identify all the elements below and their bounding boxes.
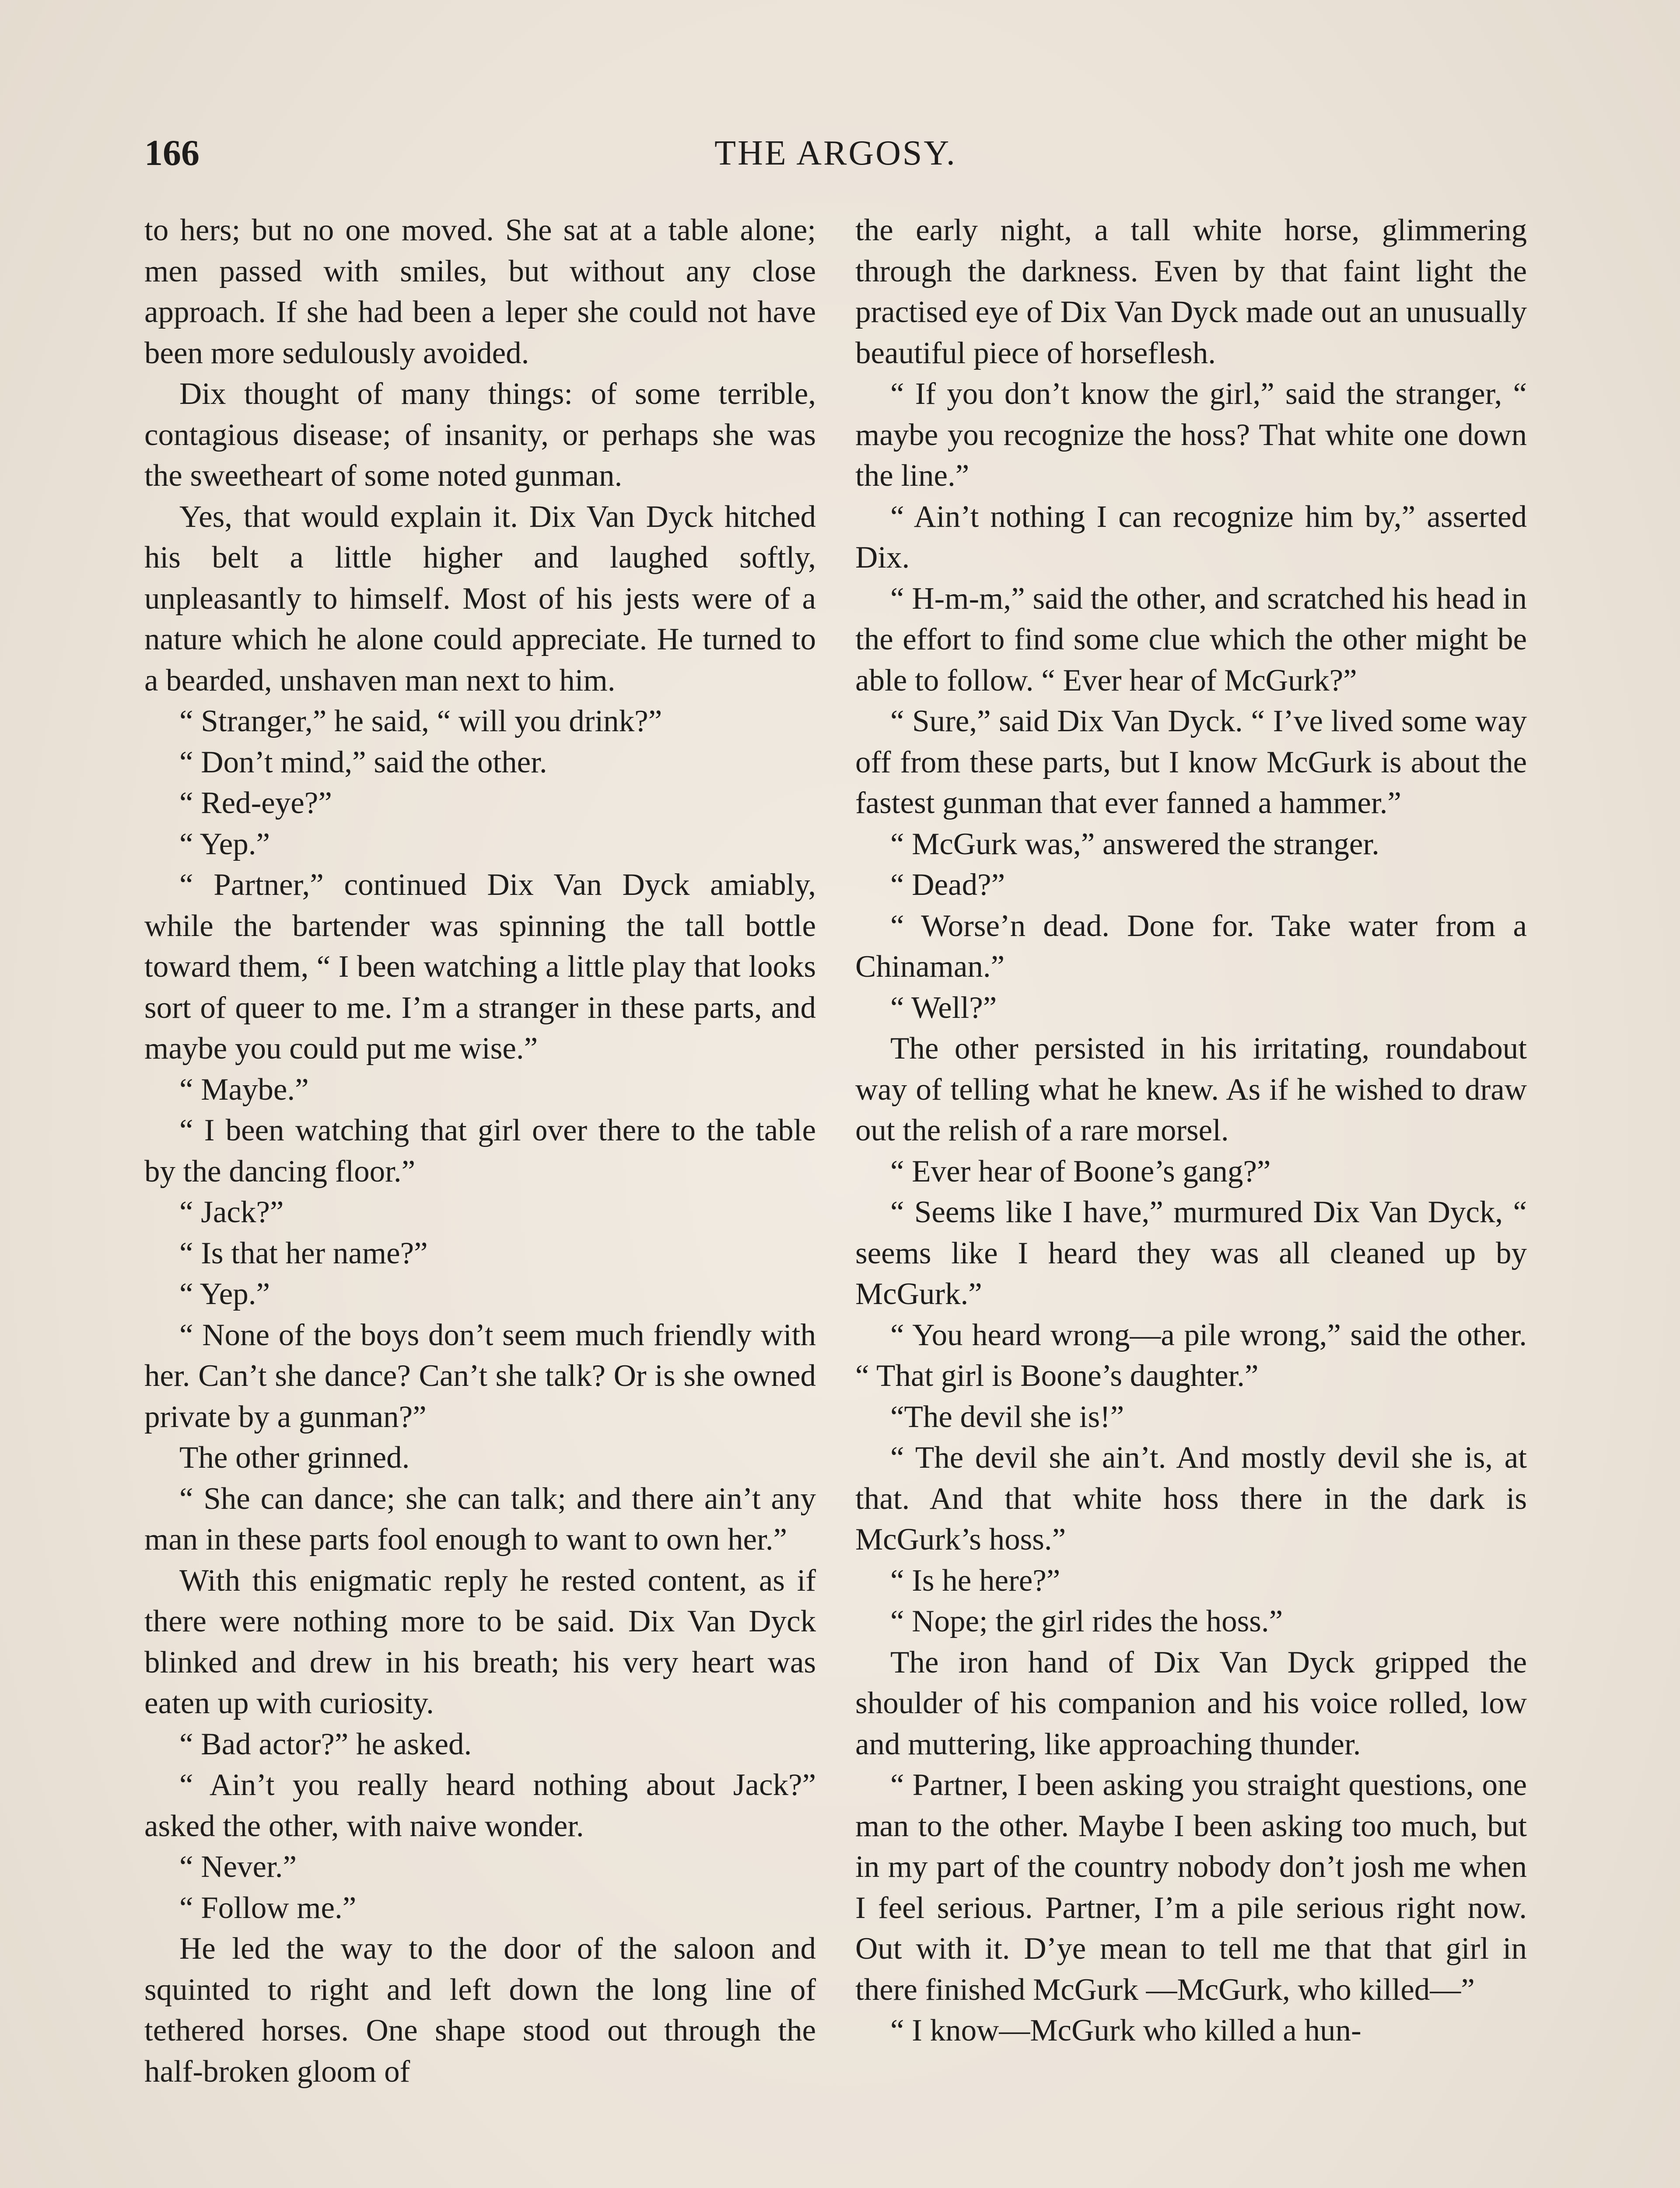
paragraph: “ Ever hear of Boone’s gang?” <box>890 1154 1271 1189</box>
paragraph: “ Maybe.” <box>179 1072 309 1107</box>
paragraph: The other persisted in his irritating, roundabout way of telling what he knew. As if he wished to draw out the relish of a rare morsel. <box>855 1031 1527 1147</box>
paragraph: With this enigmatic reply he rested content, as if there were nothing more to be said. Dix Van Dyck blinked and drew in his breath; his very heart was eaten up with curiosity. <box>144 1563 816 1720</box>
paragraph: The iron hand of Dix Van Dyck gripped the shoulder of his companion and his voice rolled, low and muttering, like approaching thunder. <box>855 1645 1527 1761</box>
paragraph: “ Seems like I have,” murmured Dix Van Dyck, “ seems like I heard they was all cleaned up by McGurk.” <box>855 1195 1527 1311</box>
paragraph: “ Worse’n dead. Done for. Take water from a Chinaman.” <box>855 908 1527 984</box>
paragraph: “ I been watching that girl over there to the table by the dancing floor.” <box>144 1113 816 1189</box>
paragraph: “ Ain’t you really heard nothing about Jack?” asked the other, with naive wonder. <box>144 1768 816 1843</box>
paragraph: “ Yep.” <box>179 827 270 861</box>
paragraph: “ Ain’t nothing I can recognize him by,” asserted Dix. <box>855 499 1527 575</box>
paragraph: “ You heard wrong—a pile wrong,” said the other. “ That girl is Boone’s daughter.” <box>855 1318 1527 1393</box>
paragraph: “ McGurk was,” answered the stranger. <box>890 827 1379 861</box>
paragraph: He led the way to the door of the saloon and squinted to right and left down the long line of tethered horses. One shape stood out through the half-broken gloom of <box>144 1932 816 2089</box>
paragraph: “ Don’t mind,” said the other. <box>179 745 547 779</box>
running-title: THE ARGOSY. <box>714 134 957 172</box>
right-column <box>855 210 1527 2051</box>
paragraph: “ Bad actor?” he asked. <box>179 1727 472 1761</box>
paragraph: The other grinned. <box>179 1441 410 1475</box>
page-header <box>144 127 1527 179</box>
paragraph: “ Partner,” continued Dix Van Dyck amiably, while the bartender was spinning the tall bottle toward them, “ I been watching a little play that looks sort of queer to me. I’m a stranger in these parts, and maybe you could put me wise.” <box>144 868 816 1066</box>
paragraph: “ Well?” <box>890 990 997 1025</box>
paragraph: “ The devil she ain’t. And mostly devil she is, at that. And that white hoss there in the dark is McGurk’s hoss.” <box>855 1441 1527 1557</box>
paragraph: “ Never.” <box>179 1850 297 1884</box>
paragraph: “ Is he here?” <box>890 1563 1060 1598</box>
paragraph: “ If you don’t know the girl,” said the stranger, “ maybe you recognize the hoss? That white one down the line.” <box>855 377 1527 493</box>
paragraph: Dix thought of many things: of some terrible, contagious disease; of insanity, or perhaps she was the sweetheart of some noted gunman. <box>144 377 816 493</box>
paragraph: “ Follow me.” <box>179 1890 357 1925</box>
paragraph: “ Stranger,” he said, “ will you drink?” <box>179 704 662 738</box>
paragraph: “ Is that her name?” <box>179 1236 428 1270</box>
paragraph: “ Dead?” <box>890 868 1005 902</box>
paragraph: “ I know—McGurk who killed a hun- <box>890 2013 1362 2048</box>
paragraph: “ Jack?” <box>179 1195 284 1229</box>
paragraph: “ Partner, I been asking you straight questions, one man to the other. Maybe I been asking too much, but in my part of the country nobody don’t josh me when I feel serious. Partner, I’m a pile serious right now. Out with it. D’ye mean to tell me that that girl in there finished McGurk —McGurk, who killed—” <box>855 1768 1527 2007</box>
paragraph: the early night, a tall white horse, glimmering through the darkness. Even by that faint light the practised eye of Dix Van Dyck made out an unusually beautiful piece of horseflesh. <box>855 213 1527 370</box>
paragraph: “ She can dance; she can talk; and there ain’t any man in these parts fool enough to want to own her.” <box>144 1481 816 1557</box>
paragraph: Yes, that would explain it. Dix Van Dyck hitched his belt a little higher and laughed softly, unpleasantly to himself. Most of his jests were of a nature which he alone could appreciate. He turned to a bearded, unshaven man next to him. <box>144 499 816 698</box>
paragraph: “The devil she is!” <box>890 1399 1124 1434</box>
left-column <box>144 210 816 2092</box>
paragraph: “ Sure,” said Dix Van Dyck. “ I’ve lived some way off from these parts, but I know McGurk is about the fastest gunman that ever fanned a hammer.” <box>855 704 1527 820</box>
paragraph: “ Red-eye?” <box>179 786 332 820</box>
page-number: 166 <box>144 133 200 173</box>
paragraph: “ Nope; the girl rides the hoss.” <box>890 1604 1283 1638</box>
paragraph: “ None of the boys don’t seem much friendly with her. Can’t she dance? Can’t she talk? Or is she owned private by a gunman?” <box>144 1318 816 1434</box>
paragraph: “ H-m-m,” said the other, and scratched his head in the effort to find some clue which the other might be able to follow. “ Ever hear of McGurk?” <box>855 581 1527 698</box>
paragraph: to hers; but no one moved. She sat at a table alone; men passed with smiles, but without any close approach. If she had been a leper she could not have been more sedulously avoided. <box>144 213 816 370</box>
paragraph: “ Yep.” <box>179 1277 270 1311</box>
